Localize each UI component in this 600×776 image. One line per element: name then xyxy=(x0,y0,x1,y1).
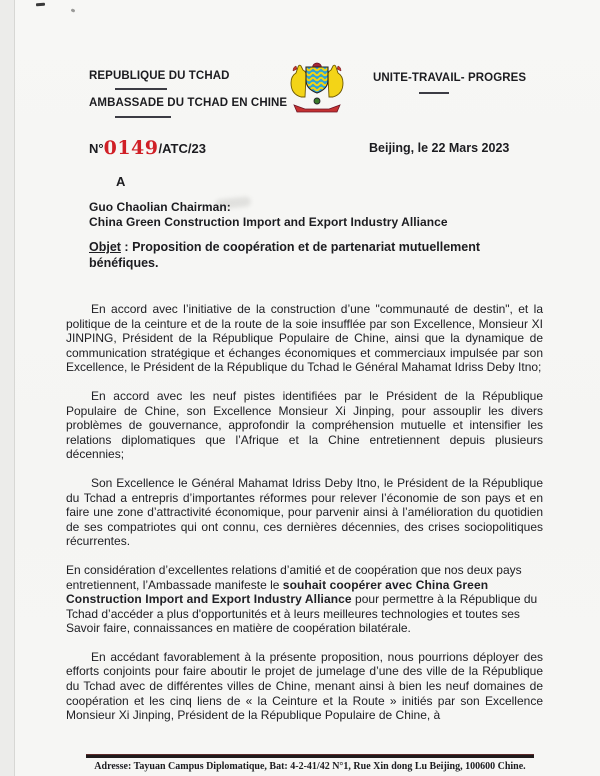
ref-suffix: /ATC/23 xyxy=(158,141,206,156)
republic-title: REPUBLIQUE DU TCHAD xyxy=(89,70,230,82)
paragraph-3: Son Excellence le Général Mahamat Idriss Deby Itno, le Président de la République du Tchad a entrepris d’importantes réformes pour relever l’économie de son pays et en faire une zone d’attractivité économique, pour parvenir ainsi à l’amélioration du quotidien de ses compatriotes qui ont connu, ces dernières décennies, des crises sociopolitiques récurrentes. xyxy=(66,475,543,549)
scan-artifact xyxy=(36,3,45,7)
paragraph-4-emphasis: souhait coopérer avec China Green Construction Import and Export Industry Alliance xyxy=(66,577,489,607)
national-motto: UNITE-TRAVAIL- PROGRES xyxy=(373,72,527,84)
divider xyxy=(115,88,167,90)
letterhead-right xyxy=(373,72,573,94)
paragraph-4-lead: En considération d’excellentes relations d’amitié et de coopération que nos deux pays entretiennent, l’Ambassade manifeste le xyxy=(66,562,522,592)
recipient-name: Guo Chaolian Chairman: xyxy=(89,200,231,214)
paragraph-4 xyxy=(66,563,543,636)
dateline: Beijing, le 22 Mars 2023 xyxy=(369,141,510,155)
embassy-title: AMBASSADE DU TCHAD EN CHINE xyxy=(89,97,288,109)
divider xyxy=(419,92,449,94)
letter-document xyxy=(14,0,600,776)
subject-label: Objet xyxy=(89,240,121,254)
chad-coat-of-arms-icon xyxy=(285,61,349,115)
divider xyxy=(115,116,171,118)
reference-number xyxy=(89,138,206,157)
subject-line xyxy=(89,240,541,271)
recipient-organization: China Green Construction Import and Export Industry Alliance xyxy=(89,215,448,229)
paragraph-1: En accord avec l’initiative de la construction d’une "communauté de destin", et la politique de la ceinture et de la route de la soie insufflée par son Excellence, Monsieur XI JINPING, Président de la République Populaire de Chine, ainsi que la dynamique de communication stratégique et échanges économiques et commerciaux impulsée par son Excellence, le Président de la République du Tchad le Général Mahamat Idriss Deby Itno; xyxy=(66,302,543,375)
letter-body xyxy=(66,302,543,737)
ref-prefix: N° xyxy=(89,141,104,156)
scan-artifact xyxy=(71,8,76,12)
recipient-block xyxy=(89,200,448,230)
paragraph-2: En accord avec les neuf pistes identifiées par le Président de la République Populaire de Chine, son Excellence Monsieur Xi Jinping, pour assouplir les divers problèmes de gouvernance, approfondir la compréhension mutuelle et intensifier les relations diplomatiques que l’Afrique et la Chine entretiennent depuis plusieurs décennies; xyxy=(66,388,543,462)
subject-text: Proposition de coopération et de partenariat mutuellement bénéfiques. xyxy=(89,240,481,270)
subject-separator: : xyxy=(120,240,133,254)
salutation: A xyxy=(116,174,126,189)
paragraph-5: En accédant favorablement à la présente proposition, nous pourrions déployer des efforts conjoints pour faire aboutir le projet de jumelage d’une des ville de la République du Tchad avec de différentes villes de Chine, menant ainsi à bien les neuf domaines de coopération et les cinq liens de « la Ceinture et la Route » initiés par son Excellence Monsieur Xi Jinping, Président de la République Populaire de Chine, à xyxy=(66,649,543,723)
ref-stamped-number: 0149 xyxy=(103,137,159,159)
paragraph-4-tail: pour permettre à la République du Tchad d’accéder a plus d'opportunités et à leurs meilleures technologies et toutes ses Savoir faire, connaissances en matière de coopération bilatérale. xyxy=(66,592,538,636)
footer-address: Adresse: Tayuan Campus Diplomatique, Bat: 4-2-41/42 N°1, Rue Xin dong Lu Beijing, 100600 Chine. xyxy=(94,761,526,772)
footer-rule xyxy=(86,754,534,758)
letterhead-left xyxy=(89,70,289,118)
